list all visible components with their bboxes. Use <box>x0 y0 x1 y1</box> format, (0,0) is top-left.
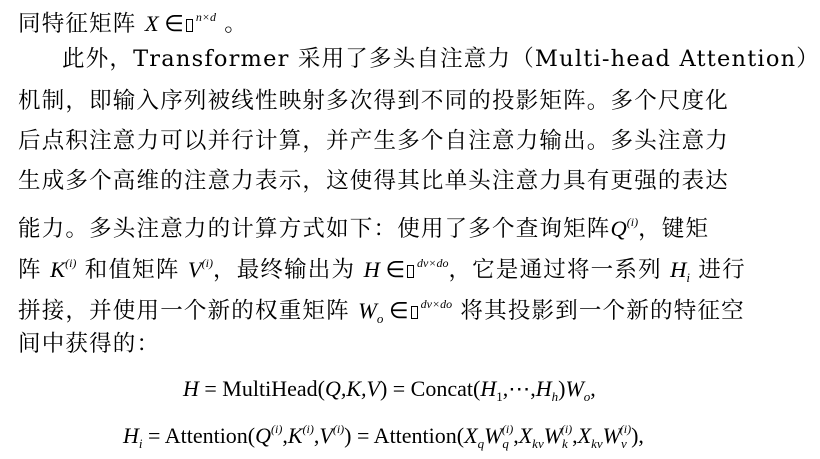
text-line-8 <box>18 289 745 334</box>
line-text: 和值矩阵 <box>76 257 188 283</box>
math-var-h: H <box>363 257 380 282</box>
superscript: (i) <box>65 256 77 270</box>
text-line-4 <box>18 126 729 156</box>
math-var-h: H <box>480 376 497 401</box>
equation-text: ,⋯, <box>502 376 536 401</box>
math-var-w: W <box>484 423 503 448</box>
math-var-h: H <box>183 376 199 401</box>
subscript: kv <box>591 436 603 451</box>
equation-text: , <box>313 423 320 448</box>
equation-text: ) <box>558 376 566 401</box>
subscript: h <box>551 389 559 404</box>
equation-text: = Attention( <box>142 423 256 448</box>
superscript: (i) <box>501 422 514 436</box>
math-var-v: V <box>319 423 333 448</box>
superscript: (i) <box>201 256 213 270</box>
element-of-symbol: ∈ <box>383 298 409 323</box>
missing-glyph-box <box>186 19 193 32</box>
text-line-1 <box>18 2 248 39</box>
element-of-symbol: ∈ <box>158 11 184 36</box>
line-text: ，它是通过将一系列 <box>448 257 671 283</box>
equation-2 <box>123 414 644 459</box>
line-text: ，最终输出为 <box>213 257 364 283</box>
text-line-2 <box>62 44 820 74</box>
subscript: 1 <box>496 389 503 404</box>
math-var-w: W <box>602 423 621 448</box>
missing-glyph-box <box>407 265 414 278</box>
equation-text: , <box>590 376 596 401</box>
superscript: (i) <box>560 422 573 436</box>
math-var-h: H <box>535 376 552 401</box>
math-var-q: Q <box>255 423 272 448</box>
text-line-7 <box>18 248 746 293</box>
line-text: 拼接，并使用一个新的权重矩阵 <box>18 298 359 324</box>
superscript: (i) <box>619 422 632 436</box>
math-var-k: K <box>50 257 66 282</box>
equation-text: ) = Concat( <box>379 376 481 401</box>
element-of-symbol: ∈ <box>379 257 406 282</box>
text-line-9 <box>18 329 160 359</box>
math-var-w: W <box>543 423 563 448</box>
line-text: 进行 <box>690 257 746 283</box>
subscript: o <box>376 311 384 326</box>
subscript: i <box>686 270 691 285</box>
math-var-w: W <box>358 298 377 323</box>
superscript: n×d <box>195 10 216 24</box>
math-var-x: X <box>518 423 533 448</box>
text-line-5 <box>18 166 729 196</box>
line-text: 。 <box>215 11 249 37</box>
line-text: 将其投影到一个新的特征空 <box>452 298 745 324</box>
equation-text: ), <box>631 423 644 448</box>
subscript: k <box>562 436 568 451</box>
line-text: 后点积注意力可以并行计算，并产生多个自注意力输出。多头注意力 <box>18 128 730 154</box>
math-var-x: X <box>144 11 159 36</box>
superscript: dv×do <box>417 256 449 270</box>
line-text: ，键矩 <box>638 216 710 242</box>
superscript: (i) <box>332 422 345 436</box>
equation-text: ) = Attention( <box>344 423 465 448</box>
math-var-h: H <box>123 423 139 448</box>
subscript: q <box>502 436 509 451</box>
math-var-w: W <box>565 376 584 401</box>
math-var-x: X <box>464 423 478 448</box>
math-var-v: V <box>187 257 202 282</box>
text-line-6 <box>18 207 709 244</box>
missing-glyph-box <box>411 306 418 319</box>
equation-1 <box>183 374 596 412</box>
line-text: 阵 <box>18 257 51 283</box>
line-text: 同特征矩阵 <box>18 11 145 37</box>
subscript: o <box>583 389 591 404</box>
math-var-q: Q <box>610 216 627 241</box>
subscript: v <box>620 436 627 451</box>
subscript: kv <box>532 436 544 451</box>
superscript: (i) <box>302 422 314 436</box>
line-text: 此外，Transformer 采用了多头自注意力（Multi-head Attention） <box>62 46 820 72</box>
math-var-k: K <box>287 423 303 448</box>
line-text: 机制，即输入序列被线性映射多次得到不同的投影矩阵。多个尺度化 <box>18 88 730 114</box>
superscript: (i) <box>626 215 639 229</box>
equation-text: , <box>282 423 288 448</box>
subscript: q <box>477 436 485 451</box>
math-var-x: X <box>577 423 592 448</box>
text-line-3 <box>18 86 729 116</box>
equation-text: , <box>572 423 578 448</box>
math-var-h: H <box>670 257 687 282</box>
line-text: 能力。多头注意力的计算方式如下：使用了多个查询矩阵 <box>18 216 611 242</box>
line-text: 间中获得的： <box>18 331 161 357</box>
line-text: 生成多个高维的注意力表示，这使得其比单头注意力具有更强的表达 <box>18 168 730 194</box>
math-args: Q,K,V <box>324 376 380 401</box>
subscript: i <box>138 436 143 451</box>
superscript: (i) <box>271 422 283 436</box>
equation-text: , <box>513 423 519 448</box>
equation-text: = MultiHead( <box>198 376 325 401</box>
superscript: dv×do <box>420 297 453 311</box>
